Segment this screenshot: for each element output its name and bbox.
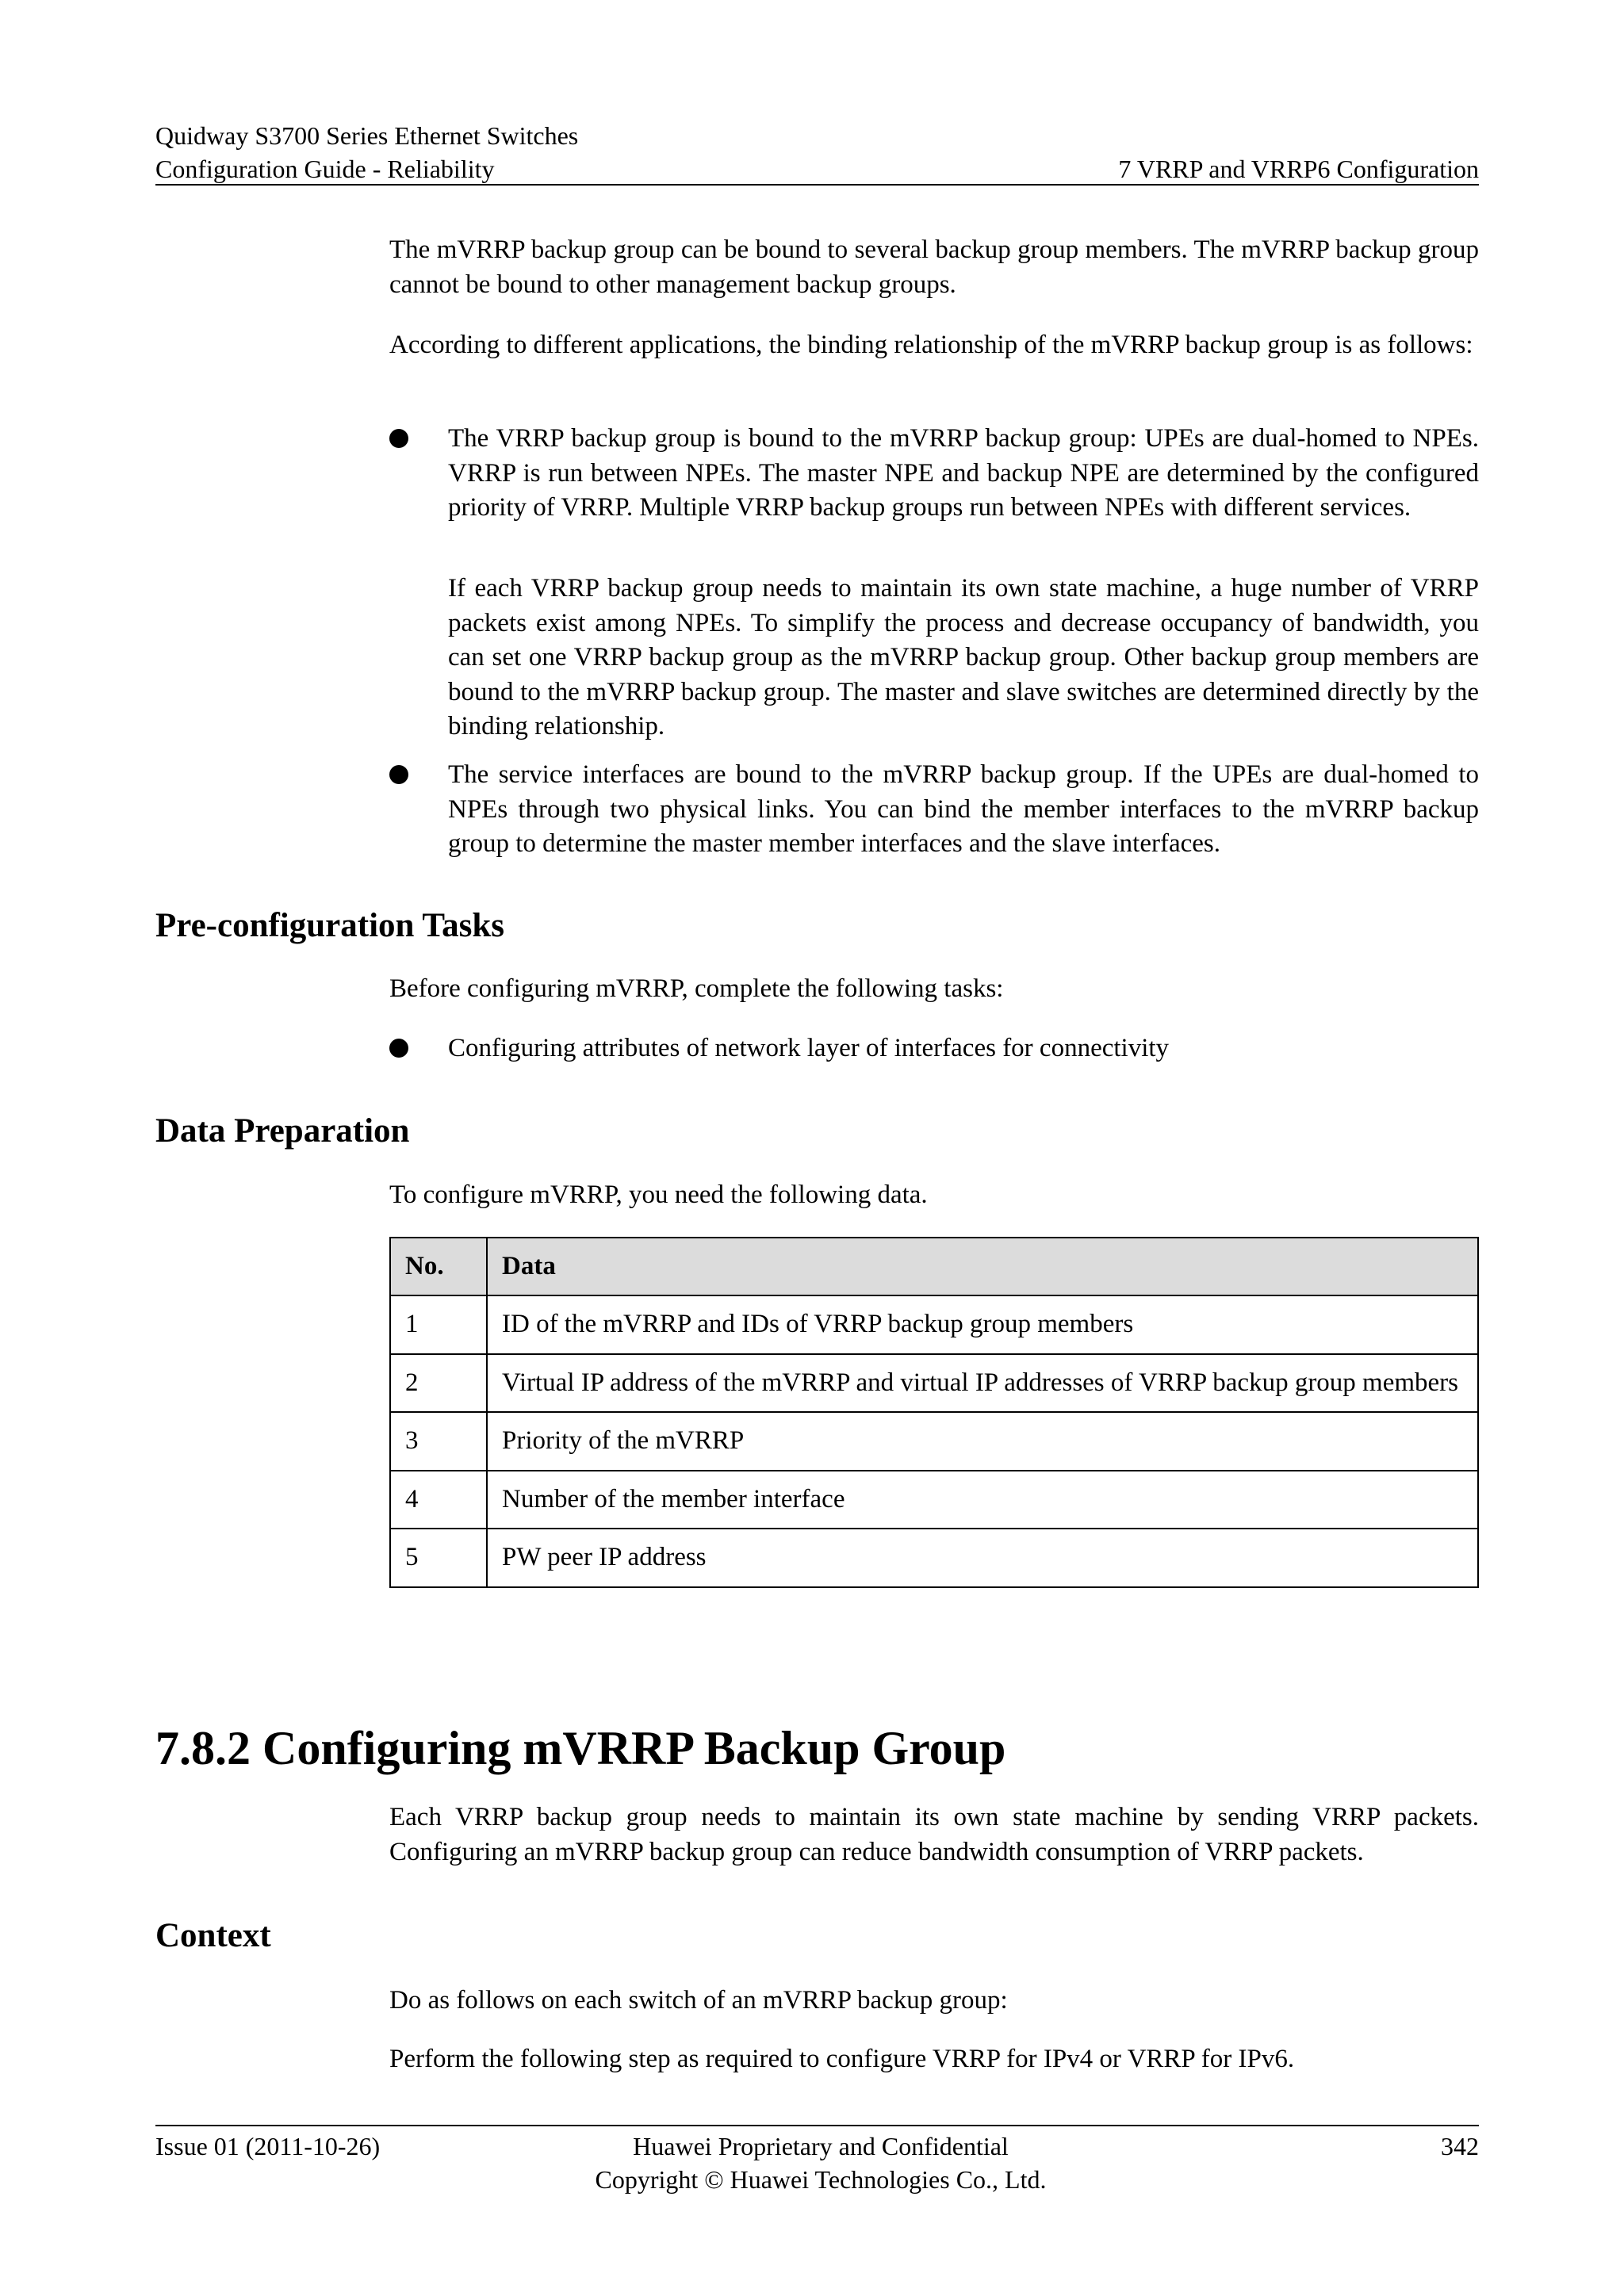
dataprep-heading: Data Preparation [155,1112,410,1150]
bullet-vrrp-bound-detail: If each VRRP backup group needs to maintain its own state machine, a huge number of VRRP packets exist among NPEs. To simplify the process and decrease occupancy of bandwidth, you can set one VRRP backup group as the mVRRP backup group. Other backup group members are bound to the mVRRP backup group. The master and slave switches are determined directly by the binding relationship. [448,574,1479,740]
footer-divider [155,2125,1479,2126]
cell-data: PW peer IP address [487,1529,1478,1587]
table-row [390,1295,1478,1354]
context-paragraph-1: Do as follows on each switch of an mVRRP backup group: [389,1986,1008,2015]
intro-paragraph-1: The mVRRP backup group can be bound to several backup group members. The mVRRP backup group cannot be bound to other management backup groups. [389,235,1479,299]
data-table [389,1237,1479,1588]
dataprep-intro: To configure mVRRP, you need the following data. [389,1181,928,1209]
bullet-icon [389,765,408,784]
cell-no: 2 [390,1354,487,1413]
cell-data: Number of the member interface [487,1471,1478,1529]
footer-copyright: Copyright © Huawei Technologies Co., Ltd. [595,2165,1047,2194]
preconfig-task: Configuring attributes of network layer of interfaces for connectivity [448,1034,1170,1062]
bullet-service-interfaces: The service interfaces are bound to the mVRRP backup group. If the UPEs are dual-homed to NPEs through two physical links. You can bind the member interfaces to the mVRRP backup group to determine the master member interfaces and the slave interfaces. [448,760,1479,858]
footer-confidential: Huawei Proprietary and Confidential [633,2132,1009,2160]
context-heading: Context [155,1917,271,1954]
section-intro: Each VRRP backup group needs to maintain its own state machine by sending VRRP packets. Configuring an mVRRP backup group can reduce bandwidth consumption of VRRP packets. [389,1803,1479,1866]
bullet-icon [389,1039,408,1058]
cell-data: Priority of the mVRRP [487,1412,1478,1471]
cell-data: ID of the mVRRP and IDs of VRRP backup group members [487,1295,1478,1354]
cell-no: 1 [390,1295,487,1354]
bullet-icon [389,429,408,448]
footer-page-number: 342 [1441,2132,1479,2160]
bullet-vrrp-bound: The VRRP backup group is bound to the mVRRP backup group: UPEs are dual-homed to NPEs. VRRP is run between NPEs. The master NPE and backup NPE are determined by the configured priority of VRRP. Multiple VRRP backup groups run between NPEs with different services. [448,424,1479,522]
cell-no: 4 [390,1471,487,1529]
section-heading: 7.8.2 Configuring mVRRP Backup Group [155,1722,1006,1774]
cell-no: 5 [390,1529,487,1587]
table-row [390,1529,1478,1587]
table-row [390,1471,1478,1529]
preconfig-intro: Before configuring mVRRP, complete the following tasks: [389,974,1004,1003]
header-product: Quidway S3700 Series Ethernet Switches [155,121,579,150]
table-header-row [390,1238,1478,1295]
header-guide: Configuration Guide - Reliability [155,155,495,183]
preconfig-heading: Pre-configuration Tasks [155,907,505,944]
column-header-data: Data [487,1238,1478,1295]
header-divider [155,184,1479,186]
intro-paragraph-2: According to different applications, the binding relationship of the mVRRP backup group is as follows: [389,331,1473,359]
table-row [390,1354,1478,1413]
cell-no: 3 [390,1412,487,1471]
header-chapter: 7 VRRP and VRRP6 Configuration [1118,155,1479,183]
column-header-no: No. [390,1238,487,1295]
footer-issue: Issue 01 (2011-10-26) [155,2132,381,2160]
context-paragraph-2: Perform the following step as required to configure VRRP for IPv4 or VRRP for IPv6. [389,2045,1295,2073]
table-row [390,1412,1478,1471]
cell-data: Virtual IP address of the mVRRP and virtual IP addresses of VRRP backup group members [487,1354,1478,1413]
